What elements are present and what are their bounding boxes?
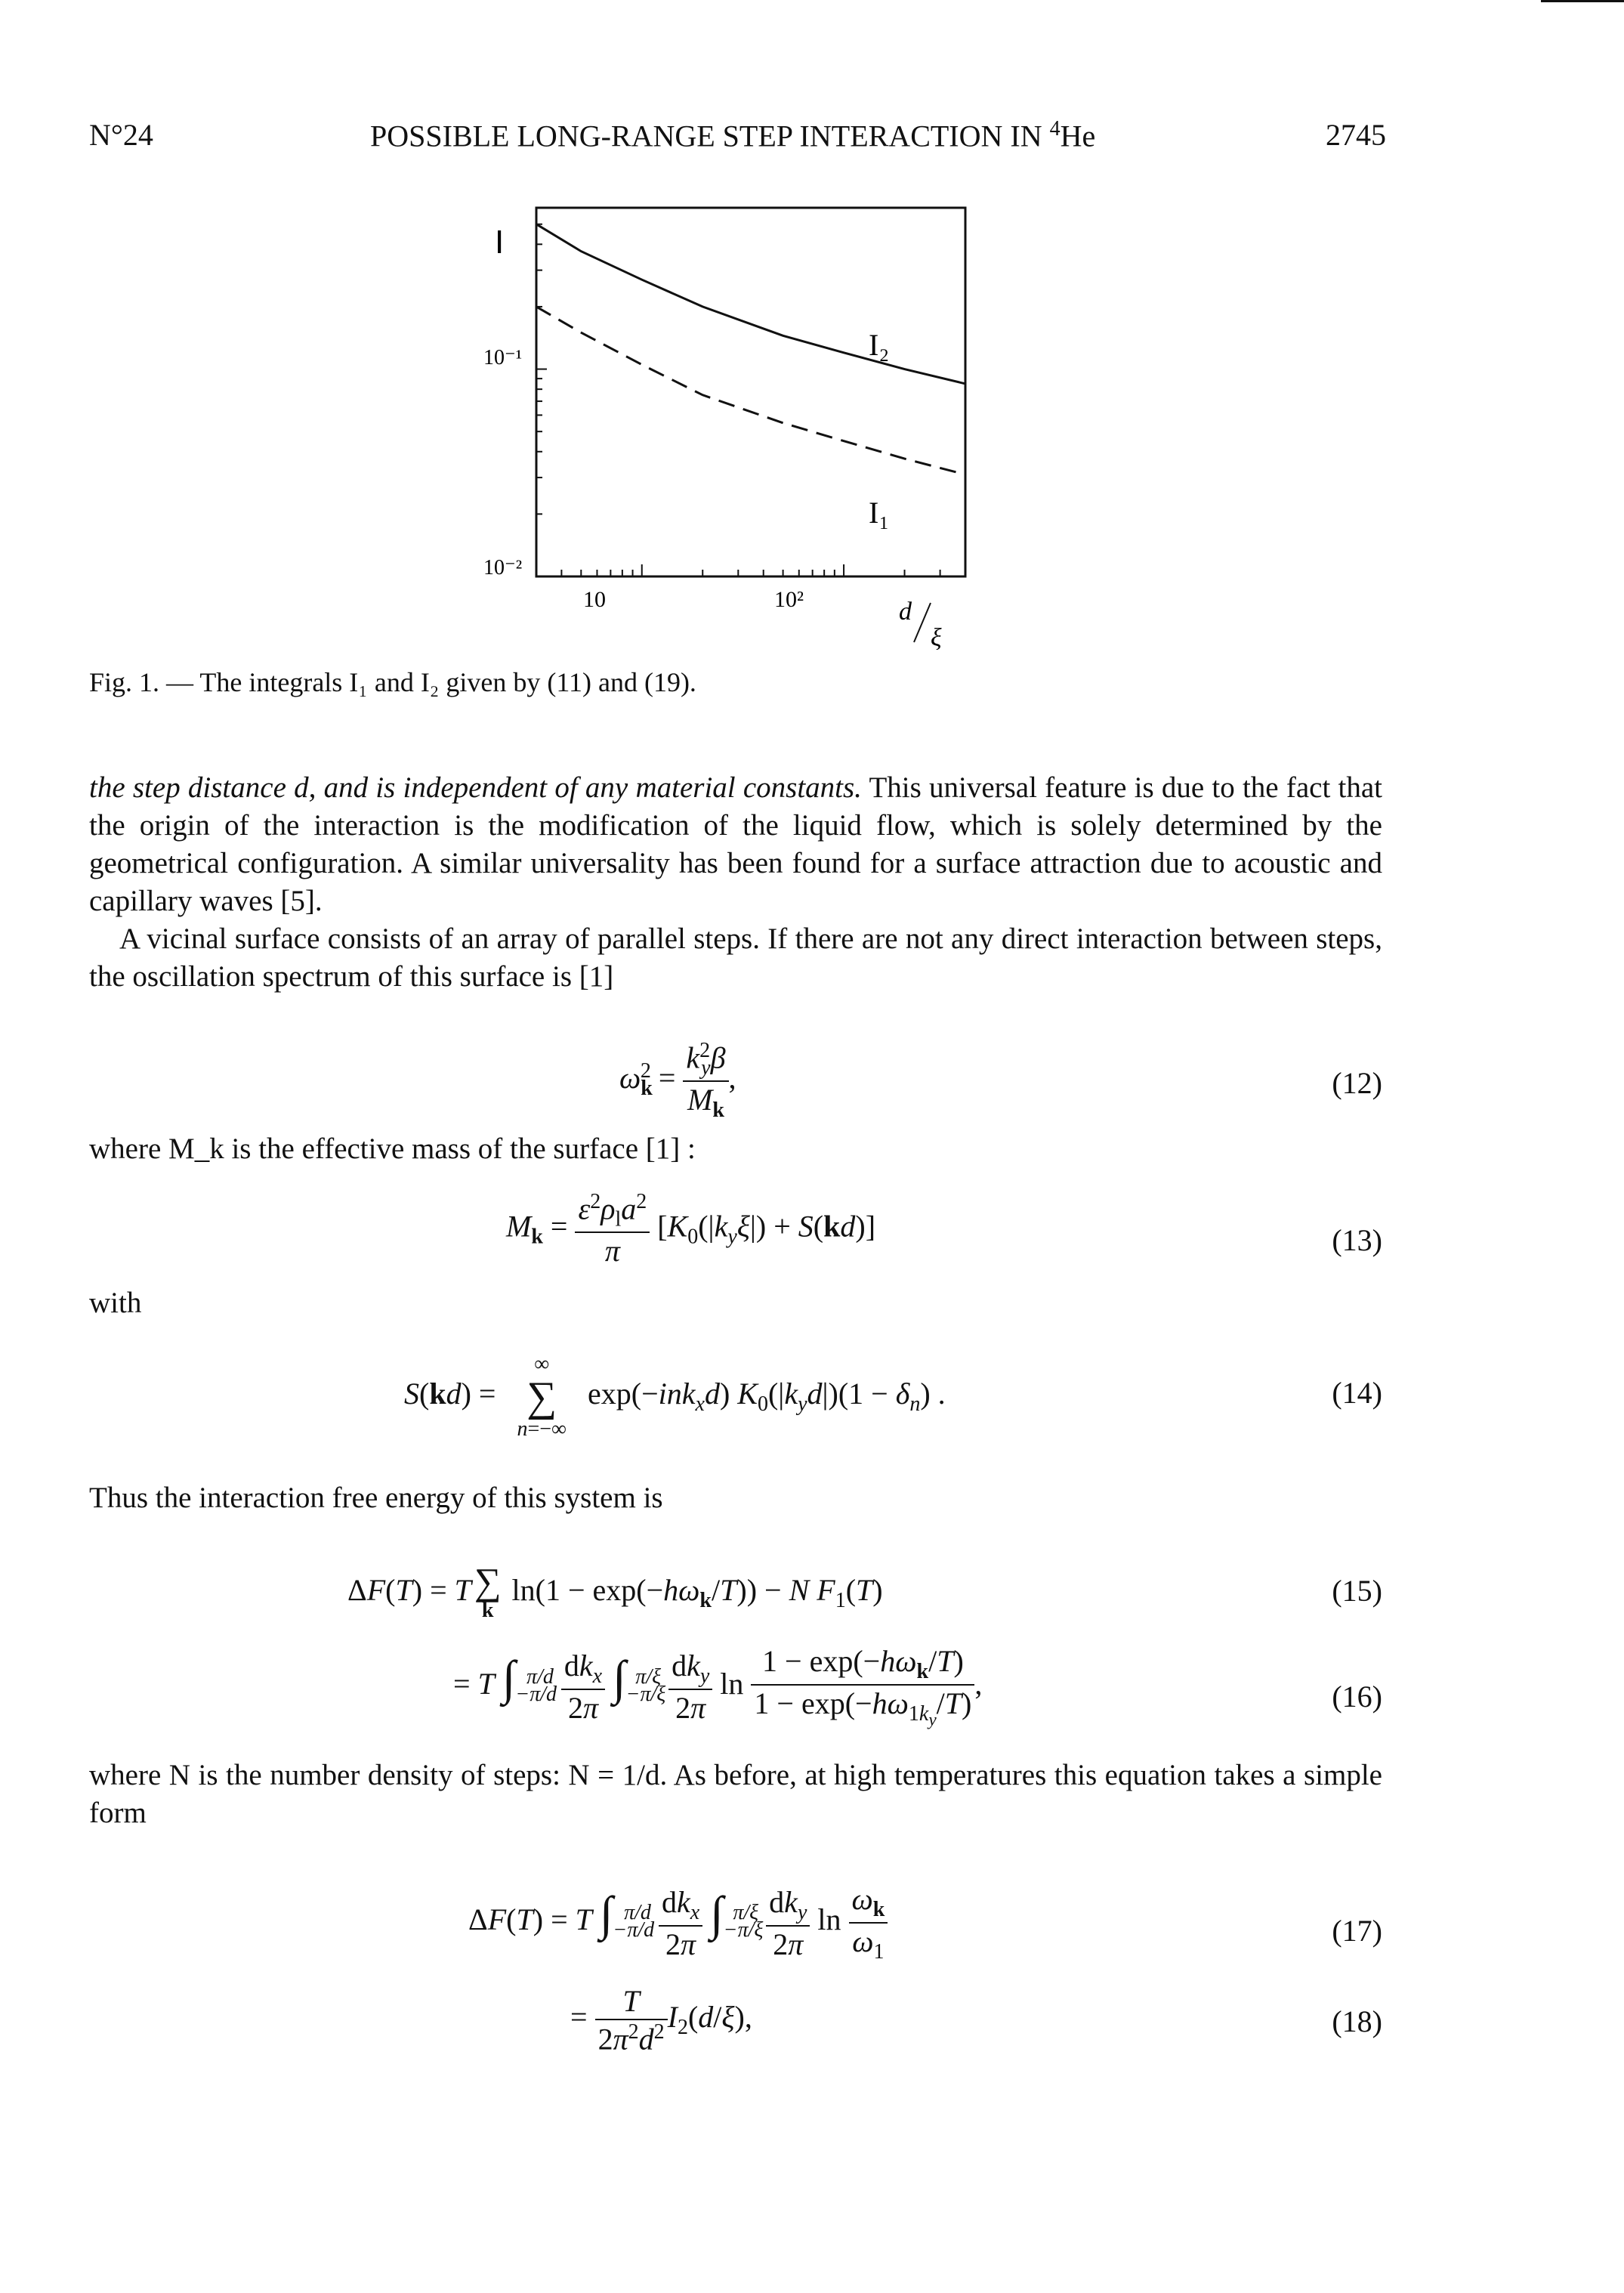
header-title-text: POSSIBLE LONG-RANGE STEP INTERACTION IN (370, 119, 1050, 153)
x-tick-1: 10 (583, 587, 606, 612)
equation-number-15: (15) (1332, 1574, 1382, 1608)
figure-1 (423, 196, 997, 650)
equation-14: S(kd) = ∞ ∑ n=−∞ exp(−ink$_x$d) $K_0(|k_yd|)(1 - \delta_n)$ . (404, 1352, 946, 1441)
header-title-end: He (1060, 119, 1096, 153)
series-label-i1: I₁ (869, 496, 890, 530)
x-minor-ticks (536, 564, 965, 576)
equation-number-16: (16) (1332, 1680, 1382, 1714)
equation-number-12: (12) (1332, 1066, 1382, 1100)
x-axis-label-slash (914, 603, 931, 642)
top-rule (1541, 0, 1624, 2)
equation-number-17: (17) (1332, 1914, 1382, 1948)
paragraph-3: where M_k is the effective mass of the surface [1] : (89, 1133, 696, 1165)
figure-caption: Fig. 1. — The integrals I₁ and I₂ given by (11) and (19). (89, 667, 696, 697)
equation-15: ΔF(T) = T ∑ k $\ln(1 - \exp(-h\omega_k/T)) - N$ $F_1(T)$ (347, 1560, 883, 1622)
y-tick-1: 10⁻¹ (483, 346, 523, 369)
paragraph-2: A vicinal surface consists of an array of parallel steps. If there are not any direct interaction between steps, the oscillation spectrum of this surface is [1] (89, 922, 1382, 993)
x-axis-label-den: ξ (931, 624, 942, 650)
equation-18: = $\frac{T}{2\pi^2d^2}$ $I_2(d/\xi)$, (570, 1984, 752, 2057)
equation-12: $\omega_k^2$ = $\frac{k^2_y\beta}{M_k}$ , (619, 1039, 736, 1123)
equation-number-18: (18) (1332, 2004, 1382, 2038)
y-axis-label: I (495, 224, 505, 261)
paragraph-5: Thus the interaction free energy of this system is (89, 1482, 663, 1514)
series-line-i2 (536, 224, 965, 384)
header-left: N°24 (89, 118, 153, 152)
paragraph-4: with (89, 1287, 142, 1319)
series-line-i1 (536, 307, 965, 474)
paragraph-6: where N is the number density of steps: N = 1/d. As before, at high temperatures this equation takes a simple form (89, 1759, 1382, 1829)
paragraph-1 (89, 769, 1382, 920)
page-number: 2745 (1326, 118, 1386, 152)
y-minor-ticks (536, 224, 547, 515)
equation-13: $M_k$ = $\frac{\varepsilon^2\rho_la^2}{\pi}$ $[K_0(|k_y\xi|) + S(kd)]$ (506, 1190, 876, 1269)
header-title (370, 117, 1095, 153)
equation-17: ΔF(T) = T $\int_{-\pi/d}^{\pi/d}$ $\frac{dk_x}{2\pi}$ $\int_{-\pi/\xi}^{\pi/\xi}$ $\frac{dk_y}{2\pi}$ ln $\frac{\omega_k}{\omega_1}$ (468, 1881, 888, 1964)
equation-number-14: (14) (1332, 1376, 1382, 1410)
x-tick-2: 10² (774, 587, 804, 612)
equation-number-13: (13) (1332, 1223, 1382, 1257)
paragraph-1-italic: the step distance d, and is independent of any material constants. (89, 771, 862, 804)
y-tick-2: 10⁻² (483, 556, 523, 579)
header-title-sup: 4 (1049, 117, 1061, 141)
paragraph-1-rest: This universal feature is due to the fact that the origin of the interaction is the modification of the liquid flow, which is solely determined by the geometrical configuration. A similar universality has been found for a surface attraction due to acoustic and capillary waves [5]. (89, 771, 1382, 917)
x-axis-label-num: d (899, 598, 912, 626)
series-label-i2: I₂ (869, 328, 890, 362)
plot-frame (536, 208, 965, 576)
equation-16: = T $\int_{-\pi/d}^{\pi/d}$ $\frac{dk_x}{2\pi}$ $\int_{-\pi/\xi}^{\pi/\xi}$ $\frac{dk_y}{2\pi}$ ln $\frac{1 - \exp(-h\omega_k/T)}{1 - \exp(-h\omega_{1k_y}/T)}$ , (453, 1644, 983, 1730)
